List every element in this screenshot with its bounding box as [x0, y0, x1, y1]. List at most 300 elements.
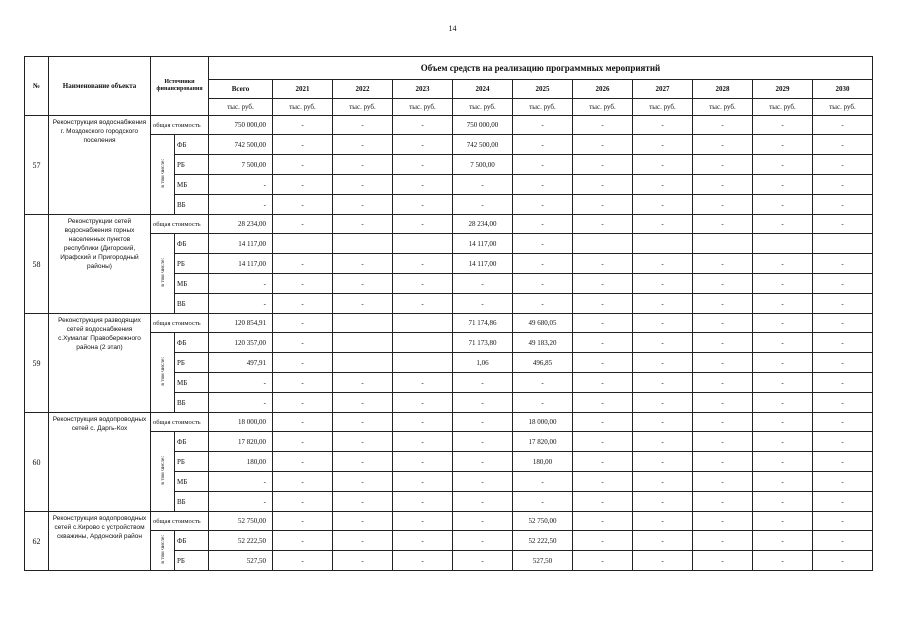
value-year [273, 234, 333, 254]
header-unit-7: тыс. руб. [633, 99, 693, 116]
header-unit-6: тыс. руб. [573, 99, 633, 116]
value-total: - [209, 195, 273, 215]
value-year: - [513, 215, 573, 234]
header-column-0: Всего [209, 80, 273, 99]
value-year: - [813, 314, 873, 333]
source-vb: ВБ [175, 492, 209, 512]
value-year: - [633, 353, 693, 373]
value-year: - [513, 116, 573, 135]
value-year: - [513, 393, 573, 413]
header-column-4: 2024 [453, 80, 513, 99]
value-year: - [633, 274, 693, 294]
value-year: - [393, 492, 453, 512]
value-year: - [333, 551, 393, 571]
object-name: Реконструкции сетей водоснабжения горных населенных пунктов республики (Дигорский, Ирафский и Пригородный районы) [49, 215, 151, 314]
table-row [25, 234, 873, 254]
table-row [25, 333, 873, 353]
value-year: - [273, 393, 333, 413]
value-year [813, 234, 873, 254]
value-year: - [573, 274, 633, 294]
source-fb: ФБ [175, 432, 209, 452]
value-year: - [333, 472, 393, 492]
value-year: - [693, 215, 753, 234]
value-year: - [393, 472, 453, 492]
value-year: - [393, 531, 453, 551]
total-cost-label: общая стоимость [151, 512, 209, 531]
value-year: 527,50 [513, 551, 573, 571]
value-year: - [573, 294, 633, 314]
value-year: - [633, 314, 693, 333]
header-num: № [25, 57, 49, 116]
value-year [573, 234, 633, 254]
value-year: 14 117,00 [453, 254, 513, 274]
value-total: - [209, 294, 273, 314]
value-year: - [693, 314, 753, 333]
value-year: - [453, 472, 513, 492]
value-year: - [753, 472, 813, 492]
value-year: - [753, 175, 813, 195]
value-year: - [753, 531, 813, 551]
value-year: - [573, 135, 633, 155]
value-year [393, 333, 453, 353]
table-row [25, 512, 873, 531]
value-year: 28 234,00 [453, 215, 513, 234]
value-year: - [573, 472, 633, 492]
value-total: - [209, 393, 273, 413]
value-year [333, 353, 393, 373]
value-year: - [393, 215, 453, 234]
value-year: - [393, 254, 453, 274]
value-year: - [333, 531, 393, 551]
header-unit-1: тыс. руб. [273, 99, 333, 116]
value-year: - [753, 551, 813, 571]
value-year: - [573, 512, 633, 531]
value-year: - [633, 393, 693, 413]
header-source: Источники финансирования [151, 57, 209, 116]
value-year: - [813, 116, 873, 135]
value-total: - [209, 274, 273, 294]
header-unit-4: тыс. руб. [453, 99, 513, 116]
table-row [25, 432, 873, 452]
value-year: - [633, 551, 693, 571]
value-year: - [753, 512, 813, 531]
value-year: - [393, 116, 453, 135]
value-year: 71 174,86 [453, 314, 513, 333]
value-total: 14 117,00 [209, 234, 273, 254]
value-year: - [273, 116, 333, 135]
source-vb: ВБ [175, 294, 209, 314]
value-year: - [273, 314, 333, 333]
value-year: - [633, 531, 693, 551]
value-year: - [813, 531, 873, 551]
header-title: Объем средств на реализацию программных мероприятий [209, 57, 873, 80]
value-year: - [753, 195, 813, 215]
value-total: - [209, 373, 273, 393]
value-year: - [273, 551, 333, 571]
header-name: Наименование объекта [49, 57, 151, 116]
value-year: - [513, 234, 573, 254]
header-column-5: 2025 [513, 80, 573, 99]
including-label [151, 135, 175, 215]
header-column-9: 2029 [753, 80, 813, 99]
value-year: - [633, 452, 693, 472]
value-year: - [333, 215, 393, 234]
value-year: - [573, 254, 633, 274]
value-year: - [813, 175, 873, 195]
value-year: - [333, 135, 393, 155]
value-year: - [393, 432, 453, 452]
value-year: - [573, 353, 633, 373]
value-year: - [753, 373, 813, 393]
value-year: 180,00 [513, 452, 573, 472]
object-number: 58 [25, 215, 49, 314]
value-total: 52 750,00 [209, 512, 273, 531]
value-year: - [573, 195, 633, 215]
value-year: 742 500,00 [453, 135, 513, 155]
value-year: 17 820,00 [513, 432, 573, 452]
value-year: - [453, 492, 513, 512]
value-year: - [333, 195, 393, 215]
including-text: в том числе: [159, 159, 166, 188]
value-year: - [693, 254, 753, 274]
value-year: - [453, 452, 513, 472]
value-year: - [273, 413, 333, 432]
value-year: - [273, 274, 333, 294]
value-year: 52 750,00 [513, 512, 573, 531]
value-year: - [273, 432, 333, 452]
total-cost-label: общая стоимость [151, 215, 209, 234]
value-year: - [753, 215, 813, 234]
value-year: - [693, 175, 753, 195]
value-year: - [753, 413, 813, 432]
value-year: - [573, 314, 633, 333]
value-year: - [273, 472, 333, 492]
value-year: - [753, 254, 813, 274]
object-name: Реконструкция водопроводных сетей с.Кирово с устройством скважины, Ардонский район [49, 512, 151, 571]
value-year: - [333, 155, 393, 175]
value-year: - [753, 333, 813, 353]
including-label [151, 432, 175, 512]
value-year: - [393, 393, 453, 413]
value-year: - [633, 215, 693, 234]
value-year: - [753, 314, 813, 333]
value-year: - [573, 413, 633, 432]
value-year [693, 234, 753, 254]
header-unit-5: тыс. руб. [513, 99, 573, 116]
value-year: - [273, 512, 333, 531]
value-year: - [753, 135, 813, 155]
value-year: - [693, 274, 753, 294]
header-unit-2: тыс. руб. [333, 99, 393, 116]
value-year: - [693, 531, 753, 551]
header-unit-3: тыс. руб. [393, 99, 453, 116]
value-year: - [453, 551, 513, 571]
value-year: 750 000,00 [453, 116, 513, 135]
value-year: - [753, 452, 813, 472]
header-column-1: 2021 [273, 80, 333, 99]
value-year: - [813, 512, 873, 531]
value-year: - [513, 472, 573, 492]
value-year: - [633, 294, 693, 314]
value-year: - [513, 135, 573, 155]
value-year: - [813, 254, 873, 274]
value-year: - [393, 175, 453, 195]
value-year: - [273, 254, 333, 274]
value-year: - [273, 333, 333, 353]
value-year: - [693, 333, 753, 353]
value-year: - [453, 413, 513, 432]
value-year: - [513, 175, 573, 195]
value-year: - [573, 333, 633, 353]
total-cost-label: общая стоимость [151, 116, 209, 135]
value-year: 49 183,20 [513, 333, 573, 353]
value-year: - [813, 492, 873, 512]
value-year: - [453, 195, 513, 215]
value-year: - [453, 432, 513, 452]
object-number: 57 [25, 116, 49, 215]
value-year: - [813, 353, 873, 373]
value-year: - [633, 373, 693, 393]
including-text: в том числе: [159, 258, 166, 287]
value-year: - [633, 175, 693, 195]
table-row [25, 314, 873, 333]
value-year: - [633, 432, 693, 452]
value-year: - [693, 155, 753, 175]
value-year: 52 222,50 [513, 531, 573, 551]
value-year: - [633, 195, 693, 215]
value-total: 7 500,00 [209, 155, 273, 175]
value-year: - [393, 413, 453, 432]
header-unit-10: тыс. руб. [813, 99, 873, 116]
value-year: - [513, 373, 573, 393]
value-year: - [333, 373, 393, 393]
total-cost-label: общая стоимость [151, 413, 209, 432]
value-year: 496,85 [513, 353, 573, 373]
source-fb: ФБ [175, 531, 209, 551]
value-year: - [813, 432, 873, 452]
value-year: - [813, 195, 873, 215]
value-year: - [633, 512, 693, 531]
value-year: - [333, 512, 393, 531]
value-year: - [393, 195, 453, 215]
header-column-7: 2027 [633, 80, 693, 99]
value-year: - [693, 551, 753, 571]
value-year: - [813, 135, 873, 155]
header-unit-9: тыс. руб. [753, 99, 813, 116]
source-fb: ФБ [175, 234, 209, 254]
value-year: - [573, 432, 633, 452]
source-vb: ВБ [175, 195, 209, 215]
value-year: - [633, 135, 693, 155]
value-year: - [333, 254, 393, 274]
value-year: - [333, 116, 393, 135]
value-year: 49 680,05 [513, 314, 573, 333]
value-year: - [273, 353, 333, 373]
value-year: - [753, 432, 813, 452]
value-year: - [753, 155, 813, 175]
table-row [25, 413, 873, 432]
value-year: - [393, 452, 453, 472]
source-rb: РБ [175, 551, 209, 571]
value-year: - [333, 175, 393, 195]
value-year: - [573, 393, 633, 413]
value-year: - [273, 155, 333, 175]
value-year: - [513, 294, 573, 314]
value-year: - [813, 393, 873, 413]
value-year: - [573, 492, 633, 512]
value-total: 742 500,00 [209, 135, 273, 155]
value-year [393, 314, 453, 333]
header-unit-0: тыс. руб. [209, 99, 273, 116]
object-name: Реконструкция разводящих сетей водоснабжения с.Хумалаг Правобережного района (2 этап) [49, 314, 151, 413]
value-year: - [693, 135, 753, 155]
value-year: - [273, 492, 333, 512]
value-year [333, 314, 393, 333]
value-year: - [573, 116, 633, 135]
header-column-8: 2028 [693, 80, 753, 99]
including-text: в том числе: [159, 456, 166, 485]
value-year: - [813, 413, 873, 432]
source-rb: РБ [175, 155, 209, 175]
value-year: - [813, 274, 873, 294]
value-year: - [333, 393, 393, 413]
header-column-6: 2026 [573, 80, 633, 99]
value-total: 52 222,50 [209, 531, 273, 551]
object-number: 60 [25, 413, 49, 512]
value-year: 18 000,00 [513, 413, 573, 432]
value-year: - [333, 294, 393, 314]
table-row [25, 116, 873, 135]
source-rb: РБ [175, 452, 209, 472]
value-year: - [753, 294, 813, 314]
value-year: - [813, 452, 873, 472]
value-year: - [453, 531, 513, 551]
value-total: 120 854,91 [209, 314, 273, 333]
page-number: 14 [448, 24, 457, 33]
source-vb: ВБ [175, 393, 209, 413]
value-year: - [333, 274, 393, 294]
source-mb: МБ [175, 472, 209, 492]
value-year: - [693, 373, 753, 393]
value-total: 120 357,00 [209, 333, 273, 353]
value-year: - [693, 512, 753, 531]
value-total: 527,50 [209, 551, 273, 571]
value-year: - [813, 333, 873, 353]
value-year [633, 234, 693, 254]
value-year: - [693, 393, 753, 413]
source-mb: МБ [175, 175, 209, 195]
including-label [151, 531, 175, 571]
value-year: 71 173,80 [453, 333, 513, 353]
value-year: - [633, 472, 693, 492]
value-year: - [693, 492, 753, 512]
value-total: 18 000,00 [209, 413, 273, 432]
value-year: - [333, 452, 393, 472]
source-fb: ФБ [175, 135, 209, 155]
value-year: - [813, 215, 873, 234]
value-year: - [633, 155, 693, 175]
value-year: - [453, 393, 513, 413]
total-cost-label: общая стоимость [151, 314, 209, 333]
table-row [25, 215, 873, 234]
value-year: - [453, 294, 513, 314]
value-year: - [393, 294, 453, 314]
value-year: - [693, 116, 753, 135]
value-year: - [753, 393, 813, 413]
value-total: - [209, 492, 273, 512]
including-label [151, 333, 175, 413]
including-text: в том числе: [159, 357, 166, 386]
value-total: 180,00 [209, 452, 273, 472]
value-year: - [813, 551, 873, 571]
value-year: - [273, 135, 333, 155]
value-total: 497,91 [209, 353, 273, 373]
value-year: - [573, 175, 633, 195]
value-year: - [273, 452, 333, 472]
value-year: - [813, 155, 873, 175]
value-year: - [513, 195, 573, 215]
value-year: - [753, 492, 813, 512]
value-year: - [693, 452, 753, 472]
object-number: 59 [25, 314, 49, 413]
source-mb: МБ [175, 274, 209, 294]
including-label [151, 234, 175, 314]
value-year: - [573, 452, 633, 472]
value-year: - [633, 492, 693, 512]
value-year: - [573, 155, 633, 175]
value-year: - [693, 353, 753, 373]
value-year: - [333, 432, 393, 452]
value-year: - [333, 413, 393, 432]
value-year: - [813, 294, 873, 314]
header-column-3: 2023 [393, 80, 453, 99]
value-year: - [693, 195, 753, 215]
source-mb: МБ [175, 373, 209, 393]
source-rb: РБ [175, 254, 209, 274]
value-year: - [333, 492, 393, 512]
value-year: - [693, 413, 753, 432]
value-year: - [273, 195, 333, 215]
value-year: - [753, 274, 813, 294]
value-year: - [513, 492, 573, 512]
value-year: - [393, 373, 453, 393]
value-year [333, 234, 393, 254]
value-year: - [273, 373, 333, 393]
including-text: в том числе: [159, 535, 166, 564]
object-name: Реконструкция водопроводных сетей с. Даргь-Кох [49, 413, 151, 512]
value-year [393, 353, 453, 373]
object-number: 62 [25, 512, 49, 571]
value-year: - [393, 274, 453, 294]
value-year: - [693, 294, 753, 314]
value-year: - [693, 472, 753, 492]
value-year: - [393, 551, 453, 571]
value-year: 7 500,00 [453, 155, 513, 175]
value-year: - [573, 215, 633, 234]
value-year: - [573, 551, 633, 571]
value-year: - [393, 155, 453, 175]
source-rb: РБ [175, 353, 209, 373]
value-year: - [573, 531, 633, 551]
value-year: 1,06 [453, 353, 513, 373]
value-year: - [513, 274, 573, 294]
value-year: - [273, 294, 333, 314]
value-year: - [753, 116, 813, 135]
value-year: - [273, 531, 333, 551]
value-total: - [209, 175, 273, 195]
value-year: - [453, 512, 513, 531]
source-fb: ФБ [175, 333, 209, 353]
